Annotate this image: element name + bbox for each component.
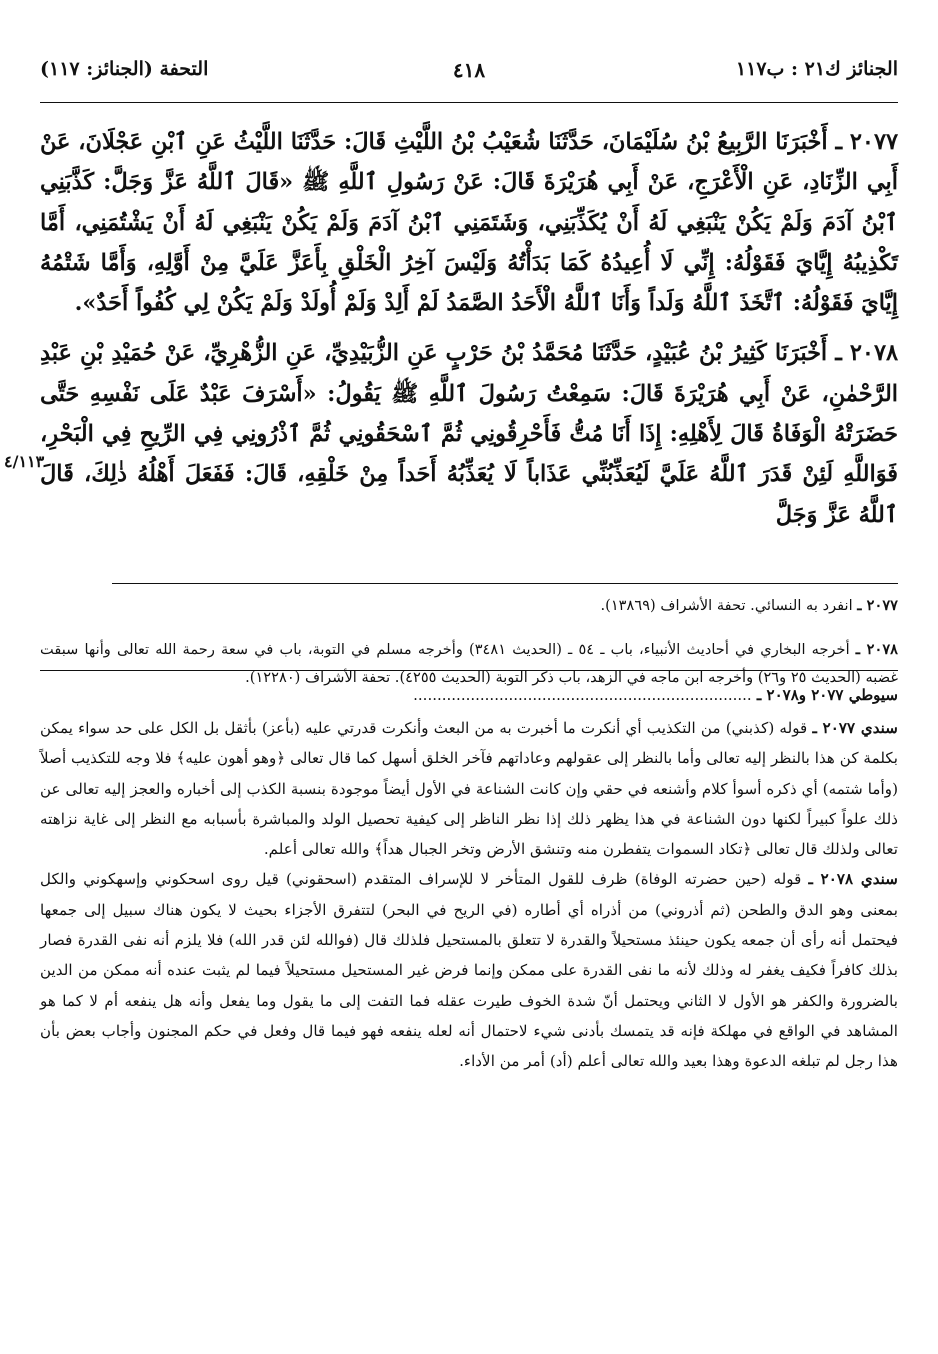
hadith-2078: [40, 333, 898, 534]
page-header: [40, 58, 898, 88]
commentary-2077: [40, 713, 898, 864]
hadith-body: أَخْبَرَنَا الرَّبِيعُ بْنُ سُلَيْمَانَ، حَدَّثَنَا شُعَيْبُ بْنُ اللَّيْثِ قَالَ: حَدَّثَنَا اللَّيْثُ عَنِ ٱبْنِ عَجْلَانَ، عَنْ أَبِي الزِّنَادِ، عَنِ الْأَعْرَجِ، عَنْ أَبِي هُرَيْرَةَ قَالَ: عَنْ رَسُولِ ٱللَّهِ ﷺ «قَالَ ٱللَّهُ عَزَّ وَجَلَّ: كَذَّبَنِي ٱبْنُ آدَمَ وَلَمْ يَكُنْ يَنْبَغِي لَهُ أَنْ يُكَذِّبَنِي، وَشَتَمَنِي ٱبْنُ آدَمَ وَلَمْ يَكُنْ يَنْبَغِي لَهُ أَنْ يَشْتُمَنِي، أَمَّا تَكْذِيبُهُ إِيَّايَ فَقَوْلُهُ: إِنِّي لَا أُعِيدُهُ كَمَا بَدَأْتُهُ وَلَيْسَ آخِرُ الْخَلْقِ بِأَعَزَّ عَلَيَّ مِنْ أَوَّلِهِ، وَأَمَّا شَتْمُهُ إِيَّايَ فَقَوْلُهُ: ٱتَّخَذَ ٱللَّهُ وَلَداً وَأَنَا ٱللَّهُ الْأَحَدُ الصَّمَدُ لَمْ أَلِدْ وَلَمْ أُولَدْ وَلَمْ يَكُنْ لِي كُفُواً أَحَدٌ».: [40, 129, 898, 317]
commentary-text: قوله (كذبني) من التكذيب أي أنكرت ما أخبرت به من البعث وأنكرت قدرتي عليه (بأعز) بأثقل بل الكل على حد سواء يمكن بكلمة كن هذا بالنظر إليه تعالى وأما بالنظر إلى عقولهم وعاداتهم فآخر الخلق أسهل كما قال تعالى ﴿وهو أهون عليه﴾ فلا وجه للتكذيب أصلاً (وأما شتمه) أي ذكره أسوأ كلام وأشنعه في حقي وإن كانت الشناعة في الأول أيضاً موجودة بنسبة الكذب إلى أخباره والعجز إليه تعالى عن ذلك علواً كبيراً لكنها دون الشناعة في هذا يظهر ذلك إذا نظر الناظر إلى كيفية تحصيل الولد والمباشرة بأسبابه مع النظر إلى غاية نزاهته تعالى ولذلك قال تعالى ﴿تكاد السموات يتفطرن منه وتنشق الأرض وتخر الجبال هداً﴾ والله تعالى أعلم.: [40, 719, 898, 859]
commentary-heading: سيوطي ٢٠٧٧ و٢٠٧٨ ـ: [756, 686, 898, 704]
footnote-number: ٢٠٧٨ ـ: [855, 641, 898, 658]
footnote-text: انفرد به النسائي. تحفة الأشراف (١٣٨٦٩).: [600, 597, 853, 614]
commentary-dots: .......................................................................: [413, 686, 752, 704]
commentary-label: سندي ٢٠٧٧ ـ: [812, 719, 898, 737]
hadith-number: ٢٠٧٨ ـ: [835, 340, 899, 367]
commentary-label: سندي ٢٠٧٨ ـ: [808, 870, 898, 889]
commentary-2078: [40, 864, 898, 1076]
footnote-divider: [112, 583, 898, 584]
header-tuhfa-ref: التحفة (الجنائز: ١١٧): [40, 58, 209, 80]
header-chapter-ref: الجنائز ك٢١ : ب١١٧: [735, 58, 898, 80]
hadith-text: [4, 122, 899, 535]
page-number: ٤١٨: [452, 58, 486, 82]
commentary-title: [40, 679, 898, 713]
commentary-divider: [40, 670, 898, 671]
commentary-section: [40, 679, 898, 1077]
margin-reference: ٤/١١٣: [4, 452, 45, 471]
hadith-number: ٢٠٧٧ ـ: [835, 129, 899, 155]
commentary-text: قوله (حين حضرته الوفاة) ظرف للقول المتأخر لا للإسراف المتقدم (اسحقوني) قيل روى اسحكوني وإسهكوني والكل بمعنى وهو الدق والطحن (ثم أذروني) من أذراه أي أطاره (في الريح في البحر) لتتفرق الأجزاء بحيث لا يكون هناك سبيل إلى جمعها فيحتمل أنه رأى أن جمعه يكون حينئذ مستحيلاً والقدرة لا تتعلق بالمستحيل فلذلك قال (فوالله لئن قدر الله) فلا يلزم أنه نفى القدرة فصار بذلك كافراً فكيف يغفر له وذلك لأنه ما نفى القدرة على ممكن وإنما فرض غير المستحيل مستحيلاً فيما لم يثبت عنده أنه ممكن من الدين بالضرورة والكفر هو الأول لا الثاني ويحتمل أنّ شدة الخوف طيرت عقله فما التفت إلى ما يقول وما يفعل وأنه هل ينفعه أم لا كما هو المشاهد في الواقع في مهلكة فإنه قد يتمسك بأدنى شيء لاحتمال أنه لعله ينفعه فهو فيما قال وفعل في حكم المجنون وأجاب بعض بأن هذا رجل لم تبلغه الدعوة وهذا بعيد والله تعالى أعلم (أد) أمر من الأداء.: [40, 870, 898, 1071]
footnote-text: أخرجه البخاري في أحاديث الأنبياء، باب ـ ٥٤ ـ (الحديث ٣٤٨١) وأخرجه مسلم في التوبة، باب في سعة رحمة الله تعالى وأنها سبقت غضبه (الحديث ٢٥ و٢٦) وأخرجه ابن ماجه في الزهد، باب ذكر التوبة (الحديث ٤٢٥٥). تحفة الأشراف (١٢٢٨٠).: [40, 641, 898, 686]
hadith-2077: [40, 122, 898, 323]
header-divider: [40, 102, 898, 103]
hadith-body: أَخْبَرَنَا كَثِيرُ بْنُ عُبَيْدٍ، حَدَّثَنَا مُحَمَّدُ بْنُ حَرْبٍ عَنِ الزُّبَيْدِيِّ، عَنِ الزُّهْرِيِّ، عَنْ حُمَيْدِ بْنِ عَبْدِ الرَّحْمٰنِ، عَنْ أَبِي هُرَيْرَةَ قَالَ: سَمِعْتُ رَسُولَ ٱللَّهِ ﷺ يَقُولُ: «أَسْرَفَ عَبْدٌ عَلَى نَفْسِهِ حَتَّى حَضَرَتْهُ الْوَفَاةُ قَالَ لِأَهْلِهِ: إِذَا أَنَا مُتُّ فَأَحْرِقُونِي ثُمَّ ٱسْحَقُونِي ثُمَّ ٱذْرُونِي فِي الرِّيحِ فِي الْبَحْرِ، فَوَاللَّهِ لَئِنْ قَدَرَ ٱللَّهُ عَلَيَّ لَيُعَذِّبُنِّي عَذَاباً لَا يُعَذِّبُهُ أَحَداً مِنْ خَلْقِهِ، قَالَ: فَفَعَلَ أَهْلُهُ ذٰلِكَ، قَالَ ٱللَّهُ عَزَّ وَجَلَّ: [40, 340, 898, 528]
footnote-2077: [40, 592, 898, 620]
footnote-number: ٢٠٧٧ ـ: [857, 597, 898, 614]
